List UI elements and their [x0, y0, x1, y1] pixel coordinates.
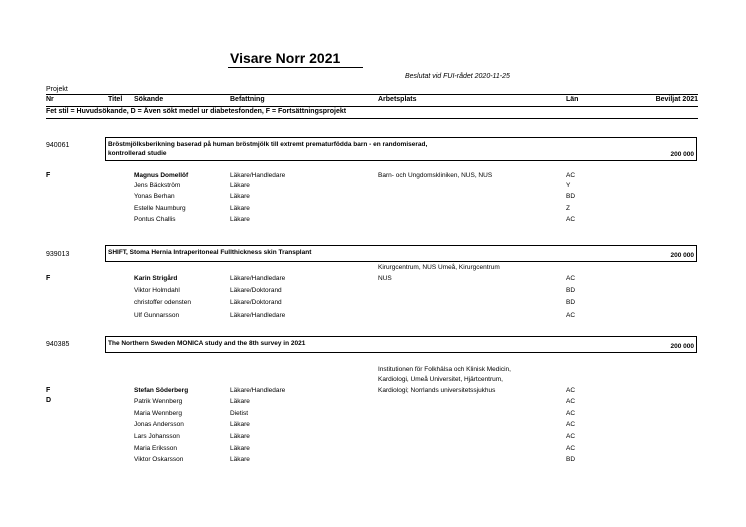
applicant-lan: AC	[566, 172, 576, 179]
table-row	[0, 387, 746, 397]
applicant-lan: AC	[566, 216, 576, 223]
project-title-box	[105, 137, 697, 161]
project-title-line1: SHIFT, Stoma Hernia Intraperitoneal Fullthickness skin Transplant	[108, 249, 312, 256]
applicant-name: Stefan Söderberg	[134, 387, 189, 394]
project-flag: D	[46, 397, 52, 404]
table-row	[0, 445, 746, 455]
applicant-name: Jonas Andersson	[134, 421, 184, 428]
table-row	[0, 205, 746, 215]
applicant-position: Läkare	[230, 456, 250, 463]
applicant-lan: AC	[566, 398, 576, 405]
applicant-lan: BD	[566, 299, 576, 306]
applicant-name: Ulf Gunnarsson	[134, 312, 180, 319]
applicant-position: Läkare/Handledare	[230, 275, 286, 282]
project-amount: 200 000	[670, 151, 694, 158]
applicant-lan: BD	[566, 193, 576, 200]
applicant-name: Magnus Domellöf	[134, 172, 189, 179]
header-lan: Län	[566, 96, 579, 103]
workplace-line: Kirurgcentrum, NUS Umeå, Kirurgcentrum	[378, 264, 500, 271]
applicant-name: Patrik Wennberg	[134, 398, 183, 405]
applicant-lan: AC	[566, 410, 576, 417]
applicant-name: Yonas Berhan	[134, 193, 175, 200]
table-row	[0, 421, 746, 431]
table-row	[0, 398, 746, 408]
applicant-lan: Y	[566, 182, 571, 189]
applicant-lan: AC	[566, 421, 576, 428]
applicant-position: Läkare	[230, 421, 250, 428]
applicant-lan: AC	[566, 275, 576, 282]
applicant-position: Läkare/Handledare	[230, 172, 286, 179]
table-row	[0, 433, 746, 443]
applicant-lan: BD	[566, 287, 576, 294]
applicant-position: Läkare/Handledare	[230, 312, 286, 319]
applicant-name: Maria Wennberg	[134, 410, 182, 417]
applicant-position: Läkare/Doktorand	[230, 299, 282, 306]
table-row	[0, 193, 746, 203]
header-titel: Titel	[108, 96, 123, 103]
applicant-name: Karin Strigård	[134, 275, 178, 282]
applicant-position: Läkare/Doktorand	[230, 287, 282, 294]
workplace-line: Institutionen för Folkhälsa och Klinisk Medicin,	[378, 366, 511, 373]
project-flag: F	[46, 387, 51, 394]
applicant-position: Dietist	[230, 410, 249, 417]
header-beviljat: Beviljat 2021	[655, 96, 698, 103]
applicant-position: Läkare	[230, 182, 250, 189]
header-divider-bottom	[46, 118, 698, 119]
project-title-line1: Bröstmjölksberikning baserad på human bröstmjölk till extremt prematurfödda barn - en randomiserad,	[108, 141, 428, 148]
header-nr: Nr	[46, 96, 54, 103]
header-divider-top	[46, 94, 698, 95]
project-amount: 200 000	[670, 343, 694, 350]
applicant-position: Läkare/Handledare	[230, 387, 286, 394]
header-divider-mid	[46, 106, 698, 107]
project-title-box	[105, 336, 697, 353]
applicant-name: Pontus Challis	[134, 216, 176, 223]
project-nr: 940385	[46, 341, 70, 348]
applicant-position: Läkare	[230, 193, 250, 200]
title-underline	[228, 67, 363, 68]
applicant-position: Läkare	[230, 398, 250, 405]
applicant-name: Viktor Holmdahl	[134, 287, 180, 294]
applicant-workplace: Kardiologi; Norrlands universitetssjukhus	[378, 387, 496, 394]
decision-note: Beslutat vid FUI-rådet 2020-11-25	[405, 73, 510, 80]
project-title-line2: kontrollerad studie	[108, 150, 167, 157]
header-projekt: Projekt	[46, 86, 68, 93]
applicant-lan: AC	[566, 387, 576, 394]
table-row	[0, 287, 746, 297]
project-nr: 940061	[46, 142, 70, 149]
applicant-lan: AC	[566, 445, 576, 452]
legend-text: Fet stil = Huvudsökande, D = Även sökt medel ur diabetesfonden, F = Fortsättningsprojekt	[46, 108, 347, 115]
header-sokande: Sökande	[134, 96, 164, 103]
applicant-name: Lars Johansson	[134, 433, 180, 440]
table-row	[0, 275, 746, 285]
applicant-name: christoffer odensten	[134, 299, 191, 306]
applicant-position: Läkare	[230, 433, 250, 440]
applicant-position: Läkare	[230, 216, 250, 223]
applicant-lan: AC	[566, 433, 576, 440]
applicant-position: Läkare	[230, 445, 250, 452]
project-title-box	[105, 245, 697, 262]
project-title-line1: The Northern Sweden MONICA study and the 8th survey in 2021	[108, 340, 306, 347]
table-row	[0, 410, 746, 420]
table-row	[0, 182, 746, 192]
header-befattning: Befattning	[230, 96, 265, 103]
project-flag: F	[46, 275, 51, 282]
table-row	[0, 312, 746, 322]
applicant-lan: AC	[566, 312, 576, 319]
project-nr: 939013	[46, 251, 70, 258]
table-row	[0, 172, 746, 182]
header-arbetsplats: Arbetsplats	[378, 96, 417, 103]
table-row	[0, 456, 746, 466]
applicant-name: Maria Eriksson	[134, 445, 177, 452]
applicant-name: Estelle Naumburg	[134, 205, 186, 212]
applicant-workplace: NUS	[378, 275, 392, 282]
project-flag: F	[46, 172, 51, 179]
applicant-name: Viktor Oskarsson	[134, 456, 184, 463]
applicant-workplace: Barn- och Ungdomskliniken, NUS, NUS	[378, 172, 493, 179]
applicant-lan: Z	[566, 205, 570, 212]
applicant-position: Läkare	[230, 205, 250, 212]
project-amount: 200 000	[670, 252, 694, 259]
applicant-name: Jens Bäckström	[134, 182, 181, 189]
workplace-line: Kardiologi, Umeå Universitet, Hjärtcentrum,	[378, 376, 503, 383]
page-title: Visare Norr 2021	[230, 50, 341, 66]
table-row	[0, 299, 746, 309]
table-row	[0, 216, 746, 226]
applicant-lan: BD	[566, 456, 576, 463]
